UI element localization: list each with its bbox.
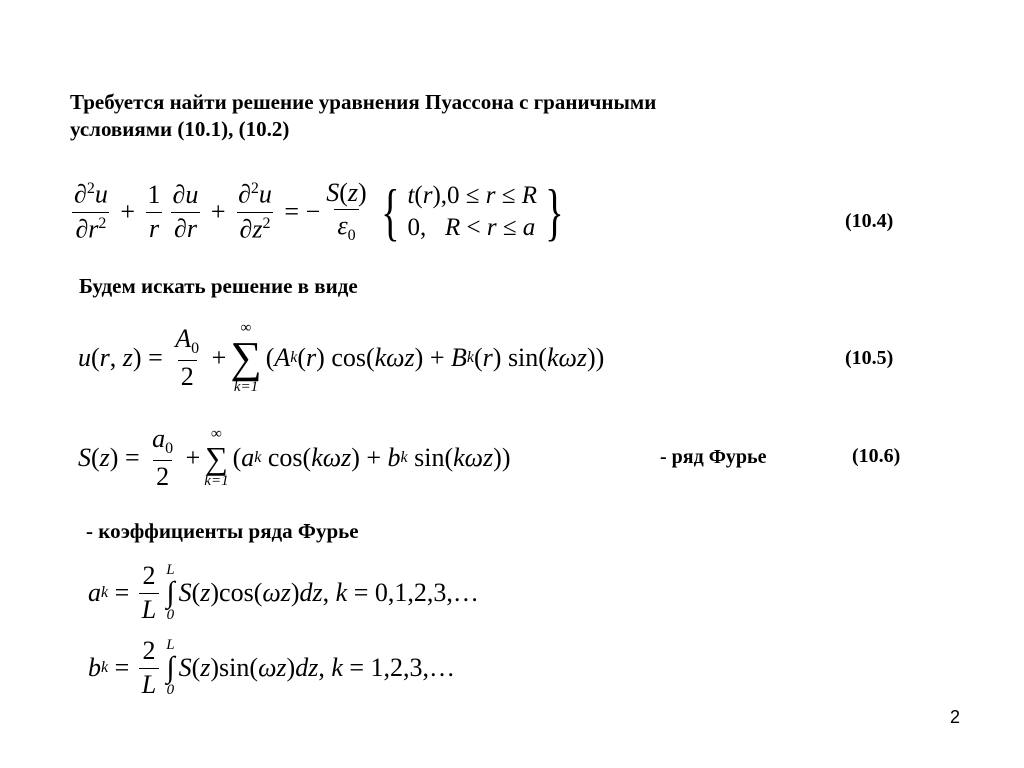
equation-10-6: S ( z ) = $\frac{a_0}{2}$ + ∞ ∑ k=1 ( a k cos( kωz ) + b k sin( kωz )) <box>78 423 511 491</box>
coefficient-b-formula: b k = $\frac{2}{L}$ L ∫ 0 S ( z )sin( ωz ) dz , k = 1,2,3,… <box>88 635 456 699</box>
search-solution-text: Будем искать решение в виде <box>79 274 358 298</box>
coefficient-a-formula: a k = $\frac{2}{L}$ L ∫ 0 S ( z )cos( ωz ) dz , k = 0,1,2,3,… <box>88 560 479 624</box>
equation-number-10-4: (10.4) <box>845 210 894 232</box>
fourier-series-note: - ряд Фурье <box>660 446 767 468</box>
intro-line-1: Требуется найти решение уравнения Пуассона с граничными <box>70 90 657 114</box>
equation-10-5: u ( r , z ) = $\frac{A_0}{2}$ + ∞ ∑ k=1 ( A k ( r ) cos( kωz ) + B k ( r ) sin( kωz )) <box>78 320 605 395</box>
fourier-coefficients-text: - коэффициенты ряда Фурье <box>86 519 359 543</box>
equation-10-4: $\frac{\partial^2u}{\partial r^2}$ + $\frac{1}{r}$ $\frac{\partial u}{\partial r}$ + $\frac{\partial^2u}{\partial z^2}$ = − $\frac{S(z)}{\varepsilon_0}$ { t(r),0 ≤ r ≤ R 0, R < r ≤ a { <box>74 176 564 247</box>
equation-number-10-6: (10.6) <box>852 445 901 467</box>
intro-text <box>70 89 830 143</box>
intro-line-2: условиями (10.1), (10.2) <box>70 117 290 141</box>
page-number: 2 <box>950 707 961 727</box>
equation-number-10-5: (10.5) <box>845 347 894 369</box>
